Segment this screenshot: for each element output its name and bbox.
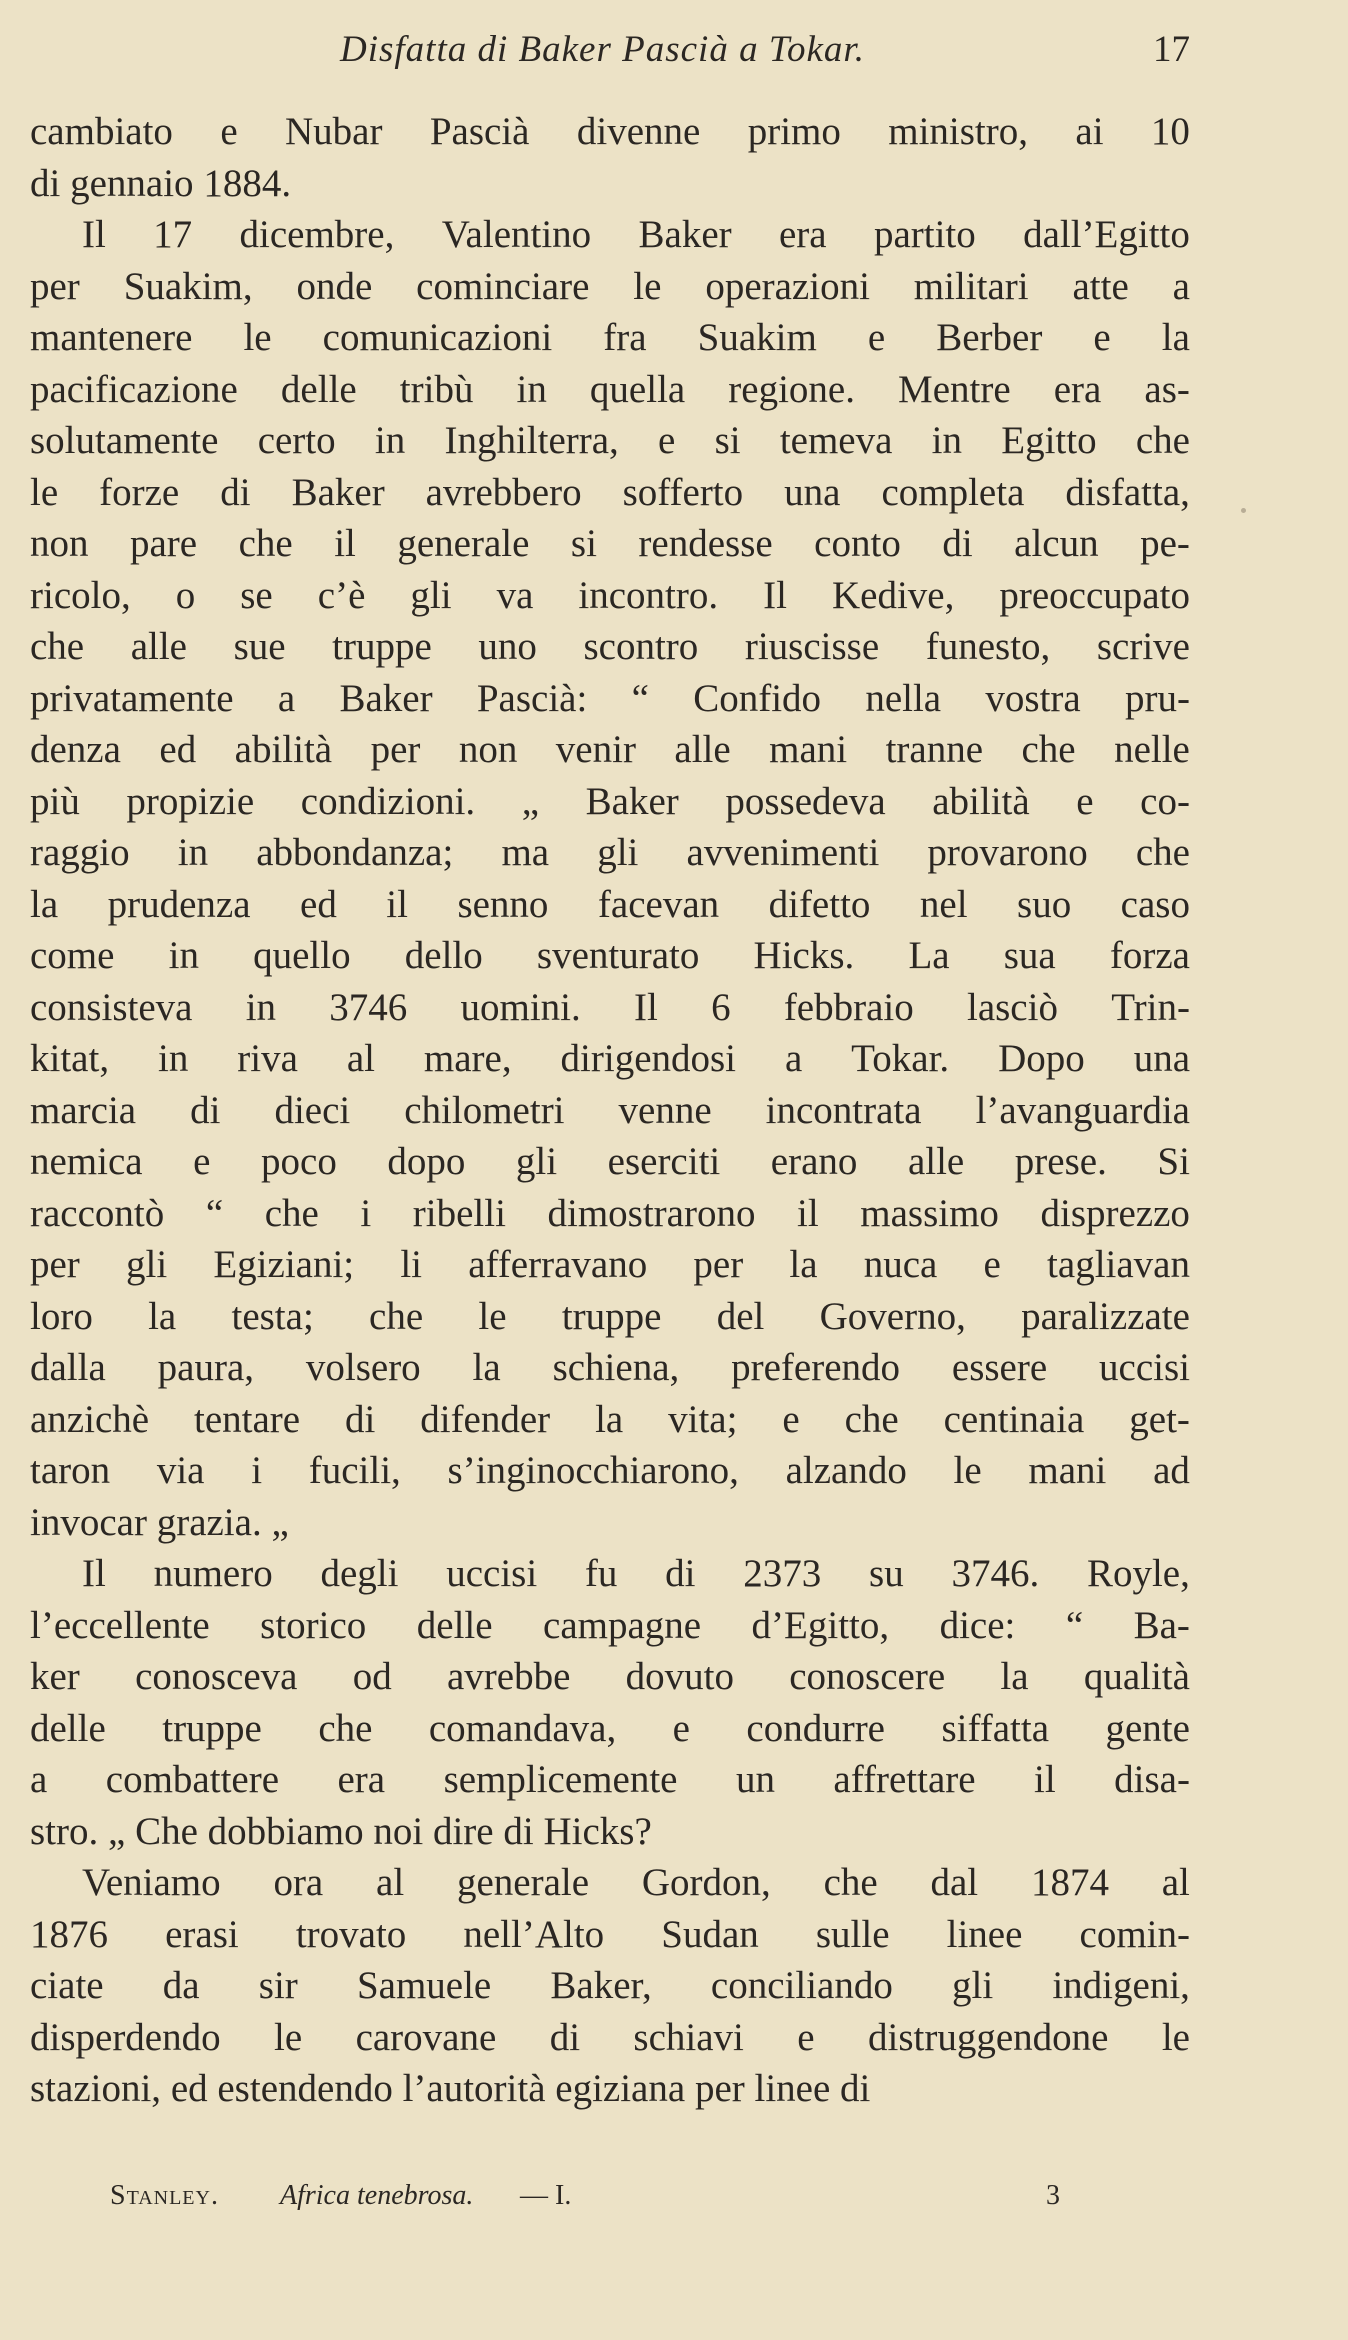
text-line: loro la testa; che le truppe del Governo, paralizzate (30, 1294, 1190, 1338)
text-line: 1876 erasi trovato nell’Alto Sudan sulle linee comin- (30, 1912, 1190, 1956)
text-line: denza ed abilità per non venir alle mani tranne che nelle (30, 728, 1190, 771)
text-line: le forze di Baker avrebbero sofferto una completa disfatta, (30, 470, 1190, 514)
text-line: dalla paura, volsero la schiena, preferendo essere uccisi (30, 1346, 1190, 1389)
text-line: l’eccellente storico delle campagne d’Egitto, dice: “ Ba- (30, 1603, 1190, 1647)
text-line: per Suakim, onde cominciare le operazioni militari atte a (30, 264, 1190, 308)
text-line: a combattere era semplicemente un affrettare il disa- (30, 1758, 1190, 1801)
text-line: solutamente certo in Inghilterra, e si temeva in Egitto che (30, 419, 1190, 462)
text-line: ciate da sir Samuele Baker, conciliando gli indigeni, (30, 1964, 1190, 2007)
paper-speck (1241, 508, 1246, 513)
text-line: kitat, in riva al mare, dirigendosi a Tokar. Dopo una (30, 1037, 1190, 1080)
text-line: ricolo, o se c’è gli va incontro. Il Kedive, preoccupato (30, 573, 1190, 617)
text-line: marcia di dieci chilometri venne incontrata l’avanguardia (30, 1088, 1190, 1132)
text-line: consisteva in 3746 uomini. Il 6 febbraio lasciò Trin- (30, 985, 1190, 1029)
paragraph (30, 1857, 1190, 2115)
text-line: Il numero degli uccisi fu di 2373 su 3746. Royle, (82, 1552, 1190, 1595)
text-line: che alle sue truppe uno scontro riuscisse funesto, scrive (30, 625, 1190, 668)
paragraph (30, 106, 1190, 209)
text-line: privatamente a Baker Pascià: “ Confido nella vostra pru- (30, 676, 1190, 720)
signature-book-title: Africa tenebrosa. (280, 2180, 474, 2211)
text-line: la prudenza ed il senno facevan difetto nel suo caso (30, 882, 1190, 926)
text-line: raccontò “ che i ribelli dimostrarono il massimo disprezzo (30, 1191, 1190, 1235)
text-line: più propizie condizioni. „ Baker possedeva abilità e co- (30, 779, 1190, 823)
text-line: nemica e poco dopo gli eserciti erano alle prese. Si (30, 1140, 1190, 1183)
text-line: di gennaio 1884. (30, 161, 292, 205)
text-line: anzichè tentare di difender la vita; e che centinaia get- (30, 1397, 1190, 1441)
page-number: 17 (1153, 29, 1190, 70)
text-line: non pare che il generale si rendesse conto di alcun pe- (30, 522, 1190, 565)
paragraph (30, 1548, 1190, 1857)
running-title: Disfatta di Baker Pascià a Tokar. (340, 29, 865, 70)
text-line: cambiato e Nubar Pascià divenne primo ministro, ai 10 (30, 110, 1190, 153)
text-line: taron via i fucili, s’inginocchiarono, alzando le mani ad (30, 1449, 1190, 1492)
text-line: Il 17 dicembre, Valentino Baker era partito dall’Egitto (82, 213, 1190, 256)
signature-author: Stanley. (110, 2180, 219, 2211)
signature-number: 3 (1046, 2180, 1060, 2211)
text-line: ker conosceva od avrebbe dovuto conoscere la qualità (30, 1655, 1190, 1698)
text-line: stro. „ Che dobbiamo noi dire di Hicks? (30, 1809, 652, 1853)
printer-signature-line (110, 2180, 1060, 2224)
text-line: delle truppe che comandava, e condurre siffatta gente (30, 1706, 1190, 1750)
text-line: invocar grazia. „ (30, 1500, 289, 1544)
text-line: raggio in abbondanza; ma gli avvenimenti provarono che (30, 831, 1190, 874)
text-line: pacificazione delle tribù in quella regione. Mentre era as- (30, 367, 1190, 411)
text-line: disperdendo le carovane di schiavi e distruggendone le (30, 2015, 1190, 2059)
text-line: per gli Egiziani; li afferravano per la nuca e tagliavan (30, 1243, 1190, 1286)
text-line: Veniamo ora al generale Gordon, che dal 1874 al (82, 1861, 1190, 1904)
paragraph (30, 209, 1190, 1548)
text-line: stazioni, ed estendendo l’autorità egiziana per linee di (30, 2067, 871, 2110)
running-head (30, 28, 1190, 78)
text-line: come in quello dello sventurato Hicks. La sua forza (30, 934, 1190, 977)
text-line: mantenere le comunicazioni fra Suakim e Berber e la (30, 316, 1190, 359)
body-text (30, 106, 1190, 2115)
signature-volume: — I. (520, 2180, 572, 2211)
